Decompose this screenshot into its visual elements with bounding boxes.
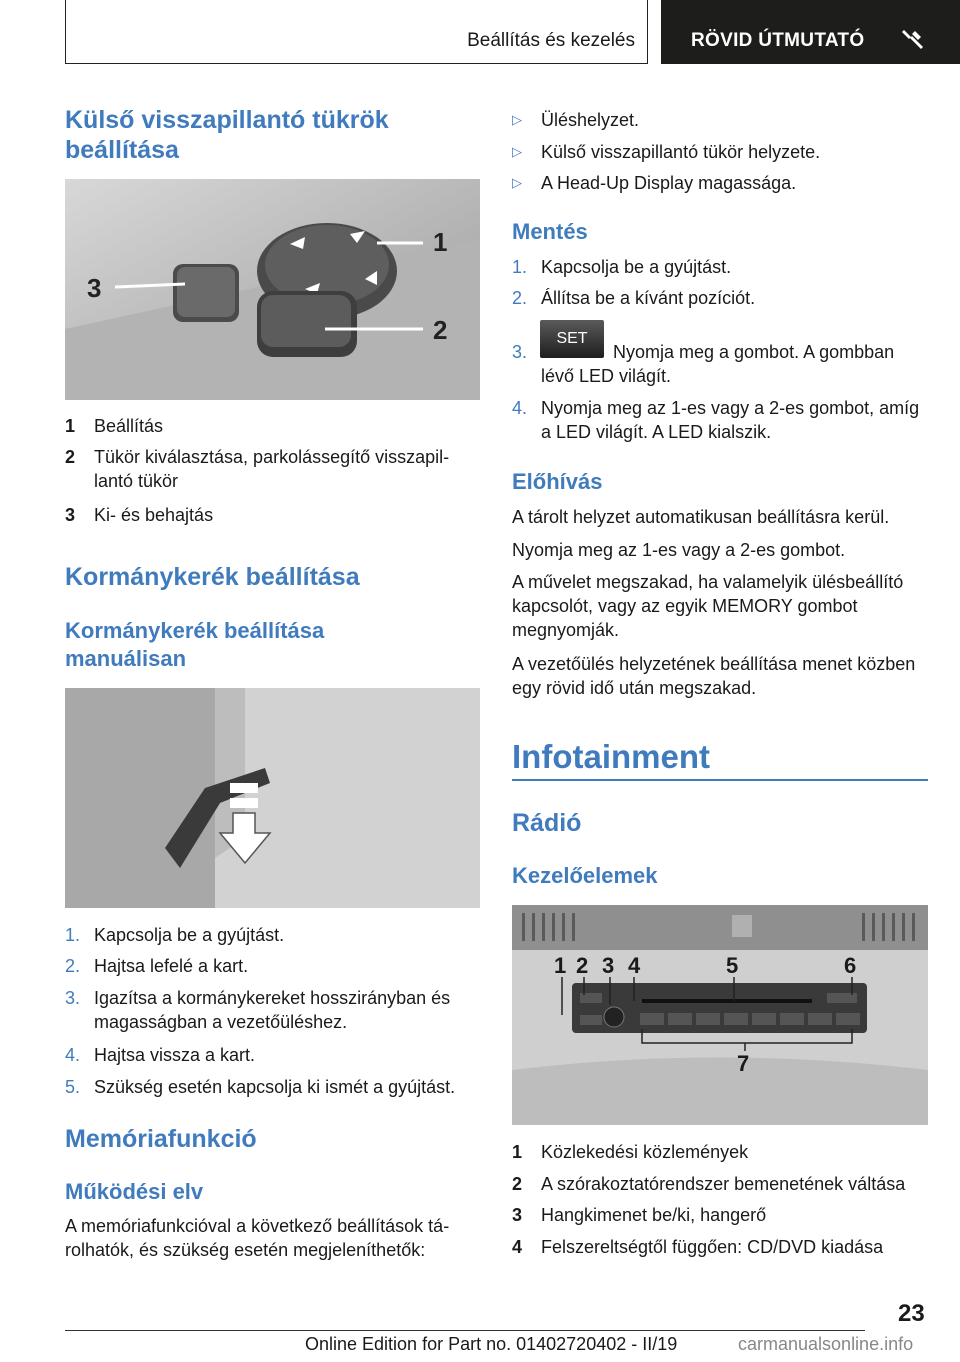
step-number: 2. — [65, 956, 81, 976]
step-number: 5. — [65, 1077, 81, 1097]
item-number: 1 — [512, 1142, 523, 1162]
step-text: Hajtsa vissza a kart. — [94, 1045, 256, 1065]
step-text: Nyomja meg az 1-es vagy a 2-es gombot, amíg a LED világít. A LED kialszik. — [541, 398, 920, 442]
triangle-bullet-icon: ▷ — [512, 112, 522, 127]
radio-label-3: 3 — [602, 953, 615, 978]
page-number: 23 — [898, 1300, 925, 1327]
controls-heading: Kezelőelemek — [512, 863, 658, 888]
item-text: Ki- és behajtás — [94, 505, 214, 525]
item-number: 3 — [65, 505, 76, 525]
header-section-title: Beállítás és kezelés — [467, 30, 635, 51]
footer-edition: Online Edition for Part no. 01402720402 - II/19 — [305, 1334, 678, 1354]
step-number: 2. — [512, 288, 528, 308]
radio-panel-image — [512, 905, 928, 1125]
recall-paragraph: A vezetőülés helyzetének beállítása menet közben egy rövid idő után megszakad. — [512, 654, 916, 698]
item-text: Felszereltségtől függően: CD/DVD kiadása — [541, 1237, 884, 1257]
item-text: Beállítás — [94, 416, 164, 436]
steering-lever-image — [65, 688, 480, 908]
bullet-text: Külső visszapillantó tükör helyzete. — [541, 142, 821, 162]
item-text: Tükör kiválasztása, parkolássegítő visszapillantó tükör — [94, 447, 450, 491]
memory-heading: Memóriafunkció — [65, 1125, 257, 1153]
triangle-bullet-icon: ▷ — [512, 175, 522, 190]
radio-label-7: 7 — [737, 1051, 750, 1076]
steering-subheading: Kormánykerék beállítása manuálisan — [65, 618, 325, 671]
header-quickguide-title: RÖVID ÚTMUTATÓ — [691, 30, 865, 51]
item-number: 1 — [65, 416, 76, 436]
step-number: 1. — [512, 257, 528, 277]
step-text: Nyomja meg a gombot. A gombban lévő LED világít. — [541, 342, 895, 386]
step-number: 3. — [512, 342, 528, 362]
header-section-box — [65, 0, 648, 64]
mirror-controls-image — [65, 179, 480, 400]
watermark: carmanualsonline.info — [738, 1334, 914, 1354]
step-number: 1. — [65, 925, 81, 945]
step-text: Állítsa be a kívánt pozíciót. — [541, 288, 756, 308]
step-number: 4. — [512, 398, 528, 418]
mirror-label-2: 2 — [433, 315, 448, 345]
item-text: Közlekedési közlemények — [541, 1142, 749, 1162]
memory-subheading: Működési elv — [65, 1179, 204, 1204]
mirror-heading: Külső visszapillantó tükrök beállítása — [65, 106, 389, 164]
infotainment-rule — [512, 779, 928, 781]
mirror-label-3: 3 — [87, 273, 102, 303]
mirror-label-1: 1 — [433, 227, 448, 257]
radio-label-6: 6 — [844, 953, 857, 978]
recall-paragraph: A tárolt helyzet automatikusan beállításra kerül. — [512, 507, 890, 527]
step-text: Szükség esetén kapcsolja ki ismét a gyújtást. — [94, 1077, 456, 1097]
recall-paragraph: A művelet megszakad, ha valamelyik ülésbeállító kapcsolót, vagy az egyik MEMORY gombot megnyomják. — [512, 572, 904, 640]
bullet-text: A Head-Up Display magassága. — [541, 173, 797, 193]
item-number: 3 — [512, 1205, 523, 1225]
recall-paragraph: Nyomja meg az 1-es vagy a 2-es gombot. — [512, 540, 846, 560]
tools-icon — [901, 28, 927, 50]
steering-heading: Kormánykerék beállítása — [65, 563, 360, 591]
memory-text: A memóriafunkcióval a következő beállítások tárolhatók, és szükség esetén megjeleníthetők: — [65, 1216, 450, 1260]
step-number: 4. — [65, 1045, 81, 1065]
step-text: Kapcsolja be a gyújtást. — [541, 257, 732, 277]
radio-label-4: 4 — [628, 953, 641, 978]
step-text: Igazítsa a kormánykereket hosszirányban és magasságban a vezetőüléshez. — [94, 988, 451, 1032]
radio-heading: Rádió — [512, 809, 582, 837]
item-text: Hangkimenet be/ki, hangerő — [541, 1205, 767, 1225]
footer-rule — [65, 1330, 865, 1331]
step-text: Kapcsolja be a gyújtást. — [94, 925, 285, 945]
step-text: Hajtsa lefelé a kart. — [94, 956, 249, 976]
save-heading: Mentés — [512, 219, 588, 244]
item-number: 2 — [512, 1174, 523, 1194]
item-number: 2 — [65, 447, 76, 467]
infotainment-heading: Infotainment — [512, 738, 710, 775]
item-number: 4 — [512, 1237, 523, 1257]
bullet-text: Üléshelyzet. — [541, 110, 640, 130]
triangle-bullet-icon: ▷ — [512, 144, 522, 159]
radio-label-2: 2 — [576, 953, 589, 978]
header-quickguide-box — [661, 0, 960, 64]
set-button-icon: SET — [540, 320, 604, 358]
step-number: 3. — [65, 988, 81, 1008]
radio-label-1: 1 — [554, 953, 567, 978]
item-text: A szórakoztatórendszer bemenetének váltása — [541, 1174, 906, 1194]
radio-label-5: 5 — [726, 953, 739, 978]
recall-heading: Előhívás — [512, 469, 603, 494]
